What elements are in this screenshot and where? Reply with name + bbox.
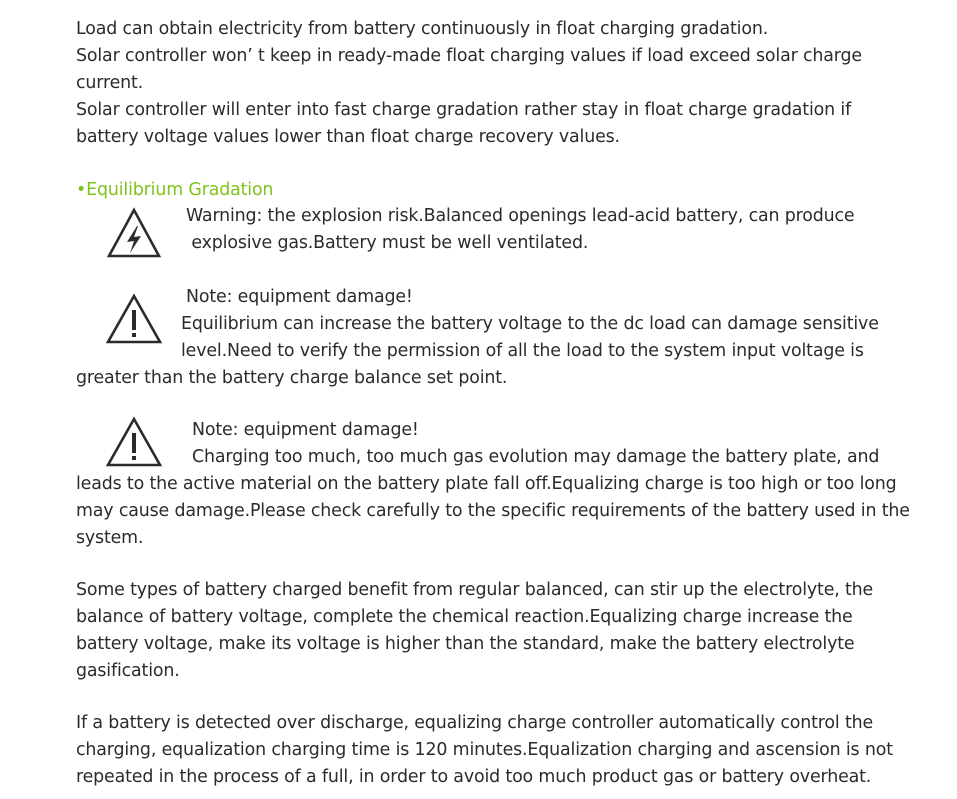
note-title: Note: equipment damage! [192, 420, 419, 440]
intro-line: battery voltage values lower than float charge recovery values. [76, 127, 620, 147]
warning-line: Warning: the explosion risk.Balanced openings lead-acid battery, can produce [186, 206, 855, 226]
body-line: charging, equalization charging time is 120 minutes.Equalization charging and ascension is not [76, 740, 893, 760]
high-voltage-warning-icon [106, 207, 162, 259]
caution-icon [105, 416, 163, 468]
intro-line: Load can obtain electricity from battery continuously in float charging gradation. [76, 19, 769, 39]
note-line: level.Need to verify the permission of all the load to the system input voltage is [181, 341, 864, 361]
note-line: Equilibrium can increase the battery voltage to the dc load can damage sensitive [181, 314, 879, 334]
section-heading: •Equilibrium Gradation [76, 180, 274, 200]
caution-icon [105, 293, 163, 345]
warning-line: explosive gas.Battery must be well ventilated. [186, 233, 589, 253]
body-line: balance of battery voltage, complete the chemical reaction.Equalizing charge increase the [76, 607, 853, 627]
body-line: If a battery is detected over discharge, equalizing charge controller automatically control the [76, 713, 874, 733]
intro-line: current. [76, 73, 144, 93]
note-line: may cause damage.Please check carefully to the specific requirements of the battery used in the [76, 501, 910, 521]
intro-line: Solar controller will enter into fast charge gradation rather stay in float charge gradation if [76, 100, 852, 120]
body-line: gasification. [76, 661, 180, 681]
note-line: leads to the active material on the battery plate fall off.Equalizing charge is too high or too long [76, 474, 897, 494]
note-line: Charging too much, too much gas evolution may damage the battery plate, and [192, 447, 880, 467]
note-line: greater than the battery charge balance set point. [76, 368, 508, 388]
body-line: battery voltage, make its voltage is higher than the standard, make the battery electrolyte [76, 634, 855, 654]
note-title: Note: equipment damage! [186, 287, 413, 307]
intro-line: Solar controller won’ t keep in ready-made float charging values if load exceed solar charge [76, 46, 862, 66]
note-line: system. [76, 528, 144, 548]
body-line: Some types of battery charged benefit from regular balanced, can stir up the electrolyte, the [76, 580, 874, 600]
body-line: repeated in the process of a full, in order to avoid too much product gas or battery overheat. [76, 767, 872, 787]
